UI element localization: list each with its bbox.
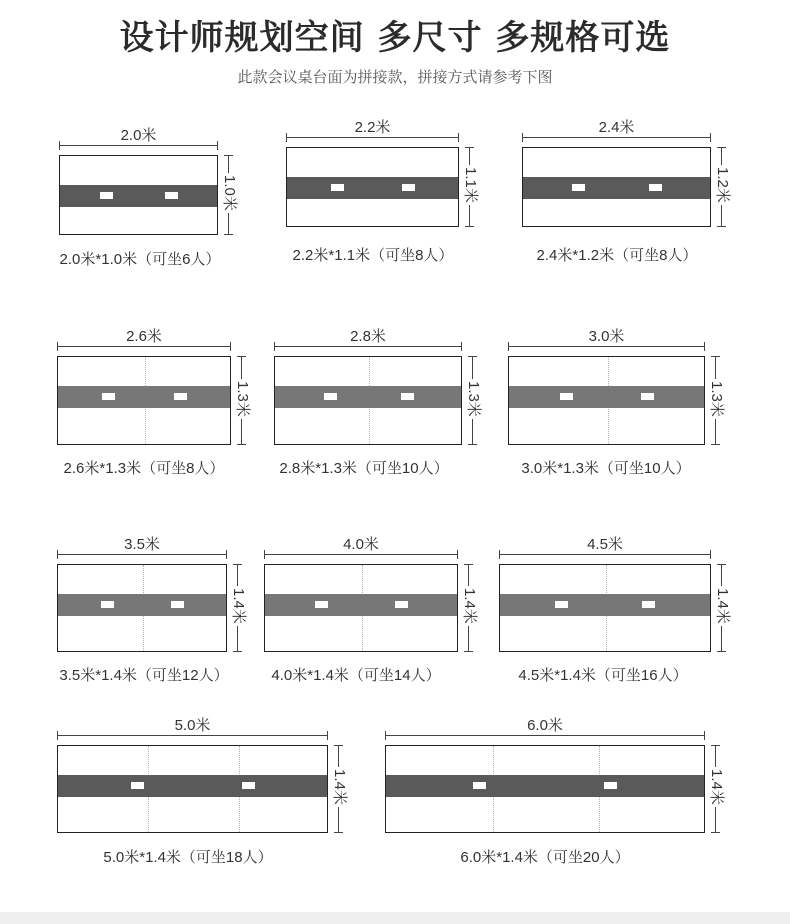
width-label: 2.2米 (347, 119, 399, 137)
width-label: 4.0米 (335, 536, 387, 554)
width-dimension-line (59, 145, 218, 146)
height-label: 1.4米 (461, 588, 478, 624)
height-label: 1.3米 (708, 380, 725, 417)
width-dimension-line (522, 137, 711, 138)
width-dimension-line (57, 346, 231, 347)
size-caption: 2.0米*1.0米（可坐6人） (59, 251, 221, 268)
socket-icon (315, 601, 328, 608)
socket-icon (165, 192, 178, 199)
socket-icon (642, 601, 655, 608)
cable-tray-stripe (60, 185, 217, 207)
table-outline (274, 356, 462, 445)
width-dimension-line (57, 554, 227, 555)
socket-icon (649, 184, 662, 191)
size-caption: 3.5米*1.4米（可坐12人） (59, 667, 229, 684)
table-outline (59, 155, 218, 235)
size-caption: 6.0米*1.4米（可坐20人） (460, 849, 630, 866)
cable-tray-stripe (58, 775, 327, 797)
width-label: 6.0米 (519, 717, 571, 735)
height-label: 1.4米 (230, 588, 247, 624)
height-label: 1.3米 (465, 380, 482, 417)
size-caption: 3.0米*1.3米（可坐10人） (521, 460, 691, 477)
width-dimension-line (274, 346, 462, 347)
table-outline (264, 564, 458, 652)
cable-tray-stripe (523, 177, 710, 199)
table-outline (57, 745, 328, 833)
width-label: 3.5米 (116, 536, 168, 554)
socket-icon (331, 184, 344, 191)
socket-icon (560, 393, 573, 400)
socket-icon (131, 782, 144, 789)
cable-tray-stripe (500, 594, 710, 616)
socket-icon (572, 184, 585, 191)
table-outline (286, 147, 459, 227)
size-caption: 2.2米*1.1米（可坐8人） (292, 247, 454, 264)
size-caption: 4.5米*1.4米（可坐16人） (518, 667, 688, 684)
socket-icon (324, 393, 337, 400)
width-dimension-line (57, 735, 328, 736)
width-dimension-line (508, 346, 705, 347)
socket-icon (242, 782, 255, 789)
table-outline (57, 564, 227, 652)
cable-tray-stripe (58, 594, 226, 616)
socket-icon (100, 192, 113, 199)
height-label: 1.3米 (234, 380, 251, 417)
table-outline (57, 356, 231, 445)
socket-icon (102, 393, 115, 400)
table-outline (385, 745, 705, 833)
page-subtitle: 此款会议桌台面为拼接款，拼接方式请参考下图 (237, 69, 553, 86)
socket-icon (395, 601, 408, 608)
socket-icon (555, 601, 568, 608)
width-label: 2.0米 (113, 127, 165, 145)
socket-icon (174, 393, 187, 400)
height-label: 1.4米 (331, 769, 348, 805)
height-label: 1.4米 (708, 769, 725, 805)
width-label: 5.0米 (167, 717, 219, 735)
socket-icon (401, 393, 414, 400)
height-label: 1.1米 (462, 167, 479, 203)
width-dimension-line (385, 735, 705, 736)
cable-tray-stripe (386, 775, 704, 797)
cable-tray-stripe (275, 386, 461, 408)
height-label: 1.2米 (714, 167, 731, 203)
size-caption: 2.4米*1.2米（可坐8人） (536, 247, 698, 264)
width-label: 2.6米 (118, 328, 170, 346)
socket-icon (402, 184, 415, 191)
size-caption: 5.0米*1.4米（可坐18人） (103, 849, 273, 866)
table-outline (499, 564, 711, 652)
socket-icon (101, 601, 114, 608)
size-caption: 4.0米*1.4米（可坐14人） (271, 667, 441, 684)
cable-tray-stripe (287, 177, 458, 199)
table-outline (508, 356, 705, 445)
width-label: 4.5米 (579, 536, 631, 554)
width-dimension-line (499, 554, 711, 555)
footer-band (0, 912, 790, 924)
table-outline (522, 147, 711, 227)
socket-icon (641, 393, 654, 400)
socket-icon (473, 782, 486, 789)
height-label: 1.4米 (714, 588, 731, 624)
height-label: 1.0米 (221, 175, 238, 211)
size-caption: 2.8米*1.3米（可坐10人） (279, 460, 449, 477)
socket-icon (604, 782, 617, 789)
socket-icon (171, 601, 184, 608)
cable-tray-stripe (58, 386, 230, 408)
width-label: 3.0米 (581, 328, 633, 346)
page-title: 设计师规划空间 多尺寸 多规格可选 (119, 18, 671, 58)
size-caption: 2.6米*1.3米（可坐8人） (63, 460, 225, 477)
cable-tray-stripe (509, 386, 704, 408)
cable-tray-stripe (265, 594, 457, 616)
width-dimension-line (264, 554, 458, 555)
width-label: 2.8米 (342, 328, 394, 346)
width-dimension-line (286, 137, 459, 138)
width-label: 2.4米 (591, 119, 643, 137)
